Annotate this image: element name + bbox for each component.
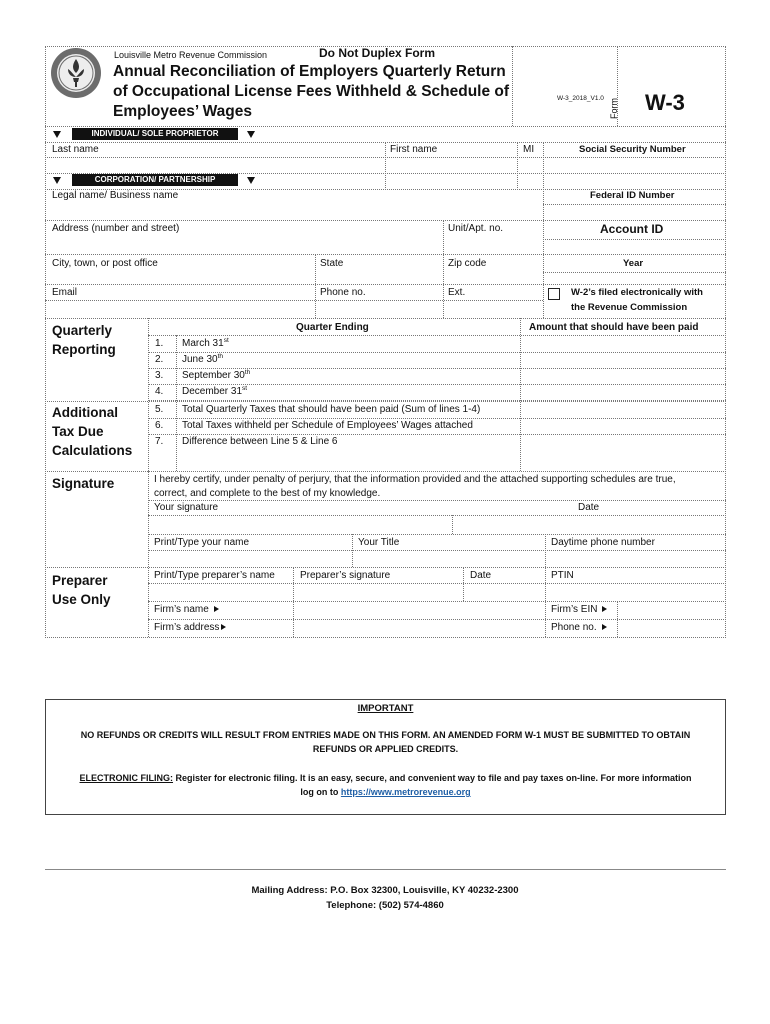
firm-address-field[interactable]: [294, 620, 545, 636]
year-field[interactable]: [544, 273, 725, 284]
amount-header: Amount that should have been paid: [529, 322, 699, 333]
important-heading: IMPORTANT: [357, 703, 414, 714]
amount-field[interactable]: [521, 418, 725, 434]
zip-label: Zip code: [448, 258, 487, 269]
ptin-field[interactable]: [546, 584, 725, 600]
arrow-right-icon: [221, 624, 226, 630]
ext-label: Ext.: [448, 287, 466, 298]
firm-ein-field[interactable]: [618, 602, 725, 618]
efiling-line2: log on to https://www.metrorevenue.org: [300, 787, 471, 797]
ptin-label: PTIN: [551, 570, 574, 581]
last-name-label: Last name: [52, 144, 99, 155]
print-name-field[interactable]: [149, 551, 352, 566]
w2-electronic-label-line1: W-2’s filed electronically with: [571, 287, 703, 298]
fein-field[interactable]: [544, 205, 725, 220]
line-description: December 31st: [182, 385, 248, 397]
amount-field[interactable]: [521, 336, 725, 352]
legal-name-field[interactable]: [46, 204, 543, 219]
firm-name-label: Firm’s name: [154, 604, 219, 615]
dropdown-arrow-icon: [247, 131, 255, 138]
ext-field[interactable]: [444, 301, 543, 317]
daytime-phone-label: Daytime phone number: [551, 537, 655, 548]
city-label: City, town, or post office: [52, 258, 158, 269]
line-number: 2.: [155, 354, 164, 365]
no-duplex-notice: Do Not Duplex Form: [319, 46, 435, 60]
state-label: State: [320, 258, 344, 269]
line-number: 1.: [155, 338, 164, 349]
w2-electronic-checkbox[interactable]: [548, 288, 560, 300]
first-name-field[interactable]: [386, 158, 517, 173]
signature-date-field[interactable]: [453, 516, 725, 534]
account-id-field[interactable]: [544, 240, 725, 254]
first-name-label: First name: [390, 144, 438, 155]
amount-field[interactable]: [521, 434, 725, 471]
line-description: June 30th: [182, 353, 224, 365]
legal-name-label: Legal name/ Business name: [52, 190, 179, 201]
corporation-section-label: CORPORATION/ PARTNERSHIP: [72, 174, 238, 186]
state-field[interactable]: [316, 270, 443, 284]
certify-text-line2: correct, and complete to the best of my knowledge.: [154, 488, 381, 499]
w2-electronic-label-line2: the Revenue Commission: [571, 302, 688, 313]
your-title-label: Your Title: [358, 537, 400, 548]
form-word: Form: [609, 98, 619, 119]
firm-address-label: Firm’s address: [154, 622, 226, 633]
amount-field[interactable]: [521, 384, 725, 400]
quarter-ending-header: Quarter Ending: [296, 322, 369, 333]
firm-name-field[interactable]: [294, 602, 545, 618]
arrow-right-icon: [602, 606, 607, 612]
preparer-signature-label: Preparer’s signature: [300, 570, 391, 581]
preparer-name-label: Print/Type preparer’s name: [154, 570, 275, 581]
firm-ein-label: Firm’s EIN: [551, 604, 607, 615]
preparer-name-field[interactable]: [149, 584, 293, 600]
form-title-line1: Annual Reconciliation of Employers Quarterly Return: [113, 63, 506, 80]
line-number: 6.: [155, 420, 164, 431]
form-title-line2: of Occupational License Fees Withheld & Schedule of: [113, 83, 510, 100]
efiling-line1: ELECTRONIC FILING: Register for electronic filing. It is an easy, secure, and convenient way to file and pay taxes on-line. For more information: [79, 773, 692, 783]
daytime-phone-field[interactable]: [546, 551, 725, 566]
phone-field[interactable]: [316, 301, 443, 317]
preparer-signature-field[interactable]: [294, 584, 463, 600]
line-number: 4.: [155, 386, 164, 397]
address-label: Address (number and street): [52, 223, 180, 234]
signature-section-title: Signature: [52, 476, 115, 491]
phone-label: Phone no.: [320, 287, 366, 298]
telephone: Telephone: (502) 574-4860: [326, 900, 444, 911]
amount-field[interactable]: [521, 368, 725, 384]
dropdown-arrow-icon: [53, 177, 61, 184]
mailing-address: Mailing Address: P.O. Box 32300, Louisville, KY 40232-2300: [251, 885, 519, 896]
preparer-section-title: Preparer Use Only: [52, 573, 111, 607]
section-divider: [45, 401, 726, 402]
quarterly-section-title: Quarterly Reporting: [52, 323, 116, 357]
email-field[interactable]: [46, 301, 315, 317]
arrow-right-icon: [214, 606, 219, 612]
no-refunds-line2: REFUNDS OR APPLIED CREDITS.: [312, 744, 459, 754]
commission-name: Louisville Metro Revenue Commission: [114, 50, 268, 60]
amount-field[interactable]: [521, 402, 725, 418]
additional-section-title: Additional Tax Due Calculations: [52, 405, 133, 458]
your-signature-field[interactable]: [149, 516, 452, 534]
preparer-date-label: Date: [470, 570, 492, 581]
line-description: September 30th: [182, 369, 251, 381]
line-description: March 31st: [182, 337, 229, 349]
your-title-field[interactable]: [353, 551, 545, 566]
ssn-field[interactable]: [544, 158, 725, 173]
address-field[interactable]: [46, 237, 443, 253]
individual-section-label: INDIVIDUAL/ SOLE PROPRIETOR: [72, 128, 238, 140]
last-name-field[interactable]: [46, 158, 385, 173]
print-name-label: Print/Type your name: [154, 537, 250, 548]
signature-date-label: Date: [578, 502, 600, 513]
unit-field[interactable]: [444, 237, 543, 253]
your-signature-label: Your signature: [154, 502, 219, 513]
unit-label: Unit/Apt. no.: [448, 223, 504, 234]
fein-label: Federal ID Number: [590, 190, 675, 201]
email-label: Email: [52, 287, 78, 298]
year-label: Year: [623, 258, 644, 269]
mi-field[interactable]: [518, 158, 543, 173]
preparer-phone-label: Phone no.: [551, 622, 607, 633]
ssn-label: Social Security Number: [579, 144, 686, 155]
form-title-line3: Employees’ Wages: [113, 103, 252, 120]
form-version: W-3_2018_V1.0: [557, 95, 604, 102]
mi-label: MI: [523, 144, 535, 155]
line-description: Total Taxes withheld per Schedule of Employees’ Wages attached: [182, 420, 473, 431]
line-description: Difference between Line 5 & Line 6: [182, 436, 338, 447]
line-number: 3.: [155, 370, 164, 381]
line-number: 5.: [155, 404, 164, 415]
louisville-seal-logo: [50, 47, 102, 99]
account-id-label: Account ID: [600, 222, 664, 236]
city-field[interactable]: [46, 270, 315, 284]
line-number: 7.: [155, 436, 164, 447]
amount-field[interactable]: [521, 352, 725, 368]
arrow-right-icon: [602, 624, 607, 630]
zip-field[interactable]: [444, 270, 543, 284]
certify-text-line1: I hereby certify, under penalty of perjury, that the information provided and the attached supporting schedules are true,: [154, 474, 676, 485]
important-notice-box: [45, 699, 726, 815]
line-description: Total Quarterly Taxes that should have been paid (Sum of lines 1-4): [182, 404, 481, 415]
metrorevenue-link[interactable]: https://www.metrorevenue.org: [340, 787, 471, 797]
no-refunds-line1: NO REFUNDS OR CREDITS WILL RESULT FROM ENTRIES MADE ON THIS FORM. AN AMENDED FORM W-1 MUST BE SUBMITTED TO OBTAIN: [80, 730, 691, 740]
dropdown-arrow-icon: [247, 177, 255, 184]
dropdown-arrow-icon: [53, 131, 61, 138]
preparer-date-field[interactable]: [464, 584, 545, 600]
form-id: W-3: [645, 90, 685, 115]
preparer-phone-field[interactable]: [618, 620, 725, 636]
